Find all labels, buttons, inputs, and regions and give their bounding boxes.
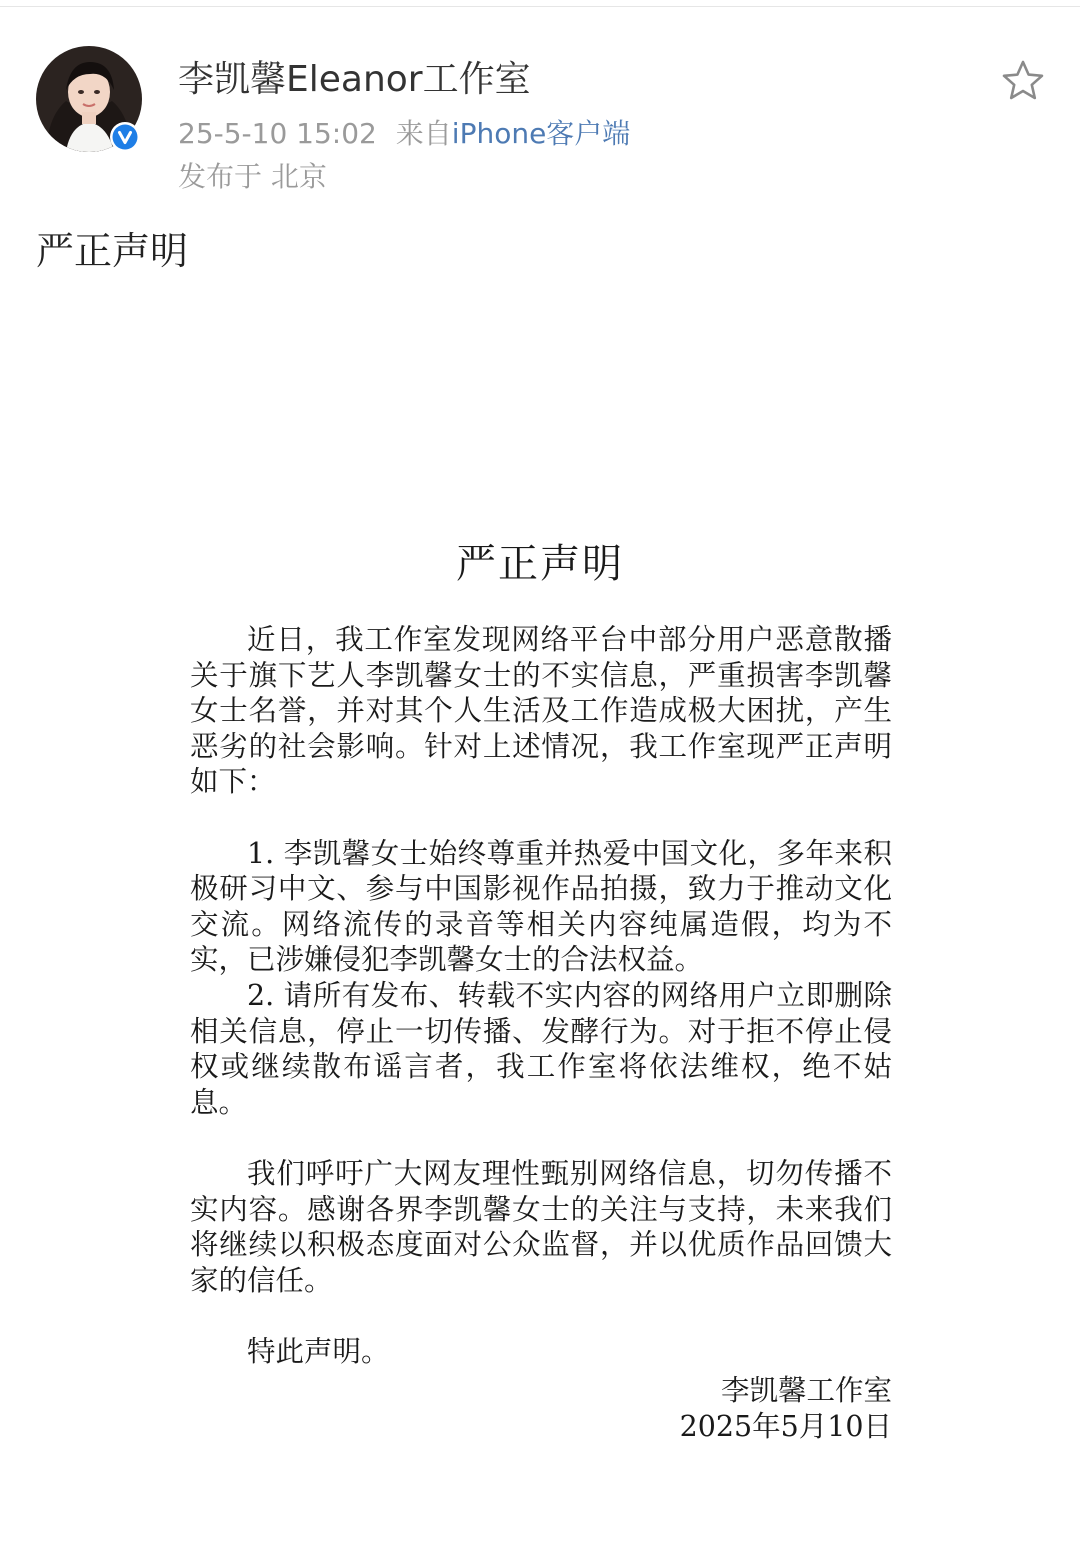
paragraph-gap (190, 800, 892, 836)
statement-title: 严正声明 (456, 541, 624, 587)
post-text: 严正声明 (36, 229, 189, 273)
top-divider (0, 6, 1080, 7)
statement-date: 2025年5月10日 (679, 1410, 892, 1443)
paragraph-gap (190, 1298, 892, 1334)
statement-closing: 特此声明。 (247, 1334, 390, 1368)
post-location: 发布于 北京 (178, 160, 327, 193)
verified-badge-icon (109, 121, 141, 153)
statement-paragraph-appeal: 我们呼吁广大网友理性甄别网络信息，切勿传播不实内容。感谢各界李凯馨女士的关注与支持，未来我们将继续以积极态度面对公众监督，并以优质作品回馈大家的信任。 (190, 1156, 892, 1297)
star-icon (1000, 58, 1046, 104)
author-name[interactable]: 李凯馨Eleanor工作室 (178, 59, 531, 100)
statement-point-2: 2. 请所有发布、转载不实内容的网络用户立即删除相关信息，停止一切传播、发酵行为。对于拒不停止侵权或继续散布谣言者，我工作室将依法维权，绝不姑息。 (190, 978, 892, 1119)
paragraph-gap (190, 1120, 892, 1156)
statement-image[interactable] (0, 470, 1080, 1552)
statement-paragraph-intro: 近日，我工作室发现网络平台中部分用户恶意散播关于旗下艺人李凯馨女士的不实信息，严重损害李凯馨女士名誉，并对其个人生活及工作造成极大困扰，产生恶劣的社会影响。针对上述情况，我工作室现严正声明如下： (190, 623, 892, 799)
statement-signature: 李凯馨工作室 (720, 1374, 892, 1407)
statement-point-1: 1. 李凯馨女士始终尊重并热爱中国文化，多年来积极研习中文、参与中国影视作品拍摄，致力于推动文化交流。网络流传的录音等相关内容纯属造假，均为不实，已涉嫌侵犯李凯馨女士的合法权益。 (190, 836, 892, 977)
source-prefix: 来自 (395, 117, 452, 150)
source-device-link[interactable]: iPhone客户端 (451, 117, 631, 150)
favorite-button[interactable] (1000, 58, 1046, 104)
post-meta (178, 116, 630, 152)
statement-signature-block (600, 1373, 892, 1445)
post-timestamp: 25-5-10 15:02 (178, 117, 377, 150)
statement-body (190, 622, 892, 1369)
